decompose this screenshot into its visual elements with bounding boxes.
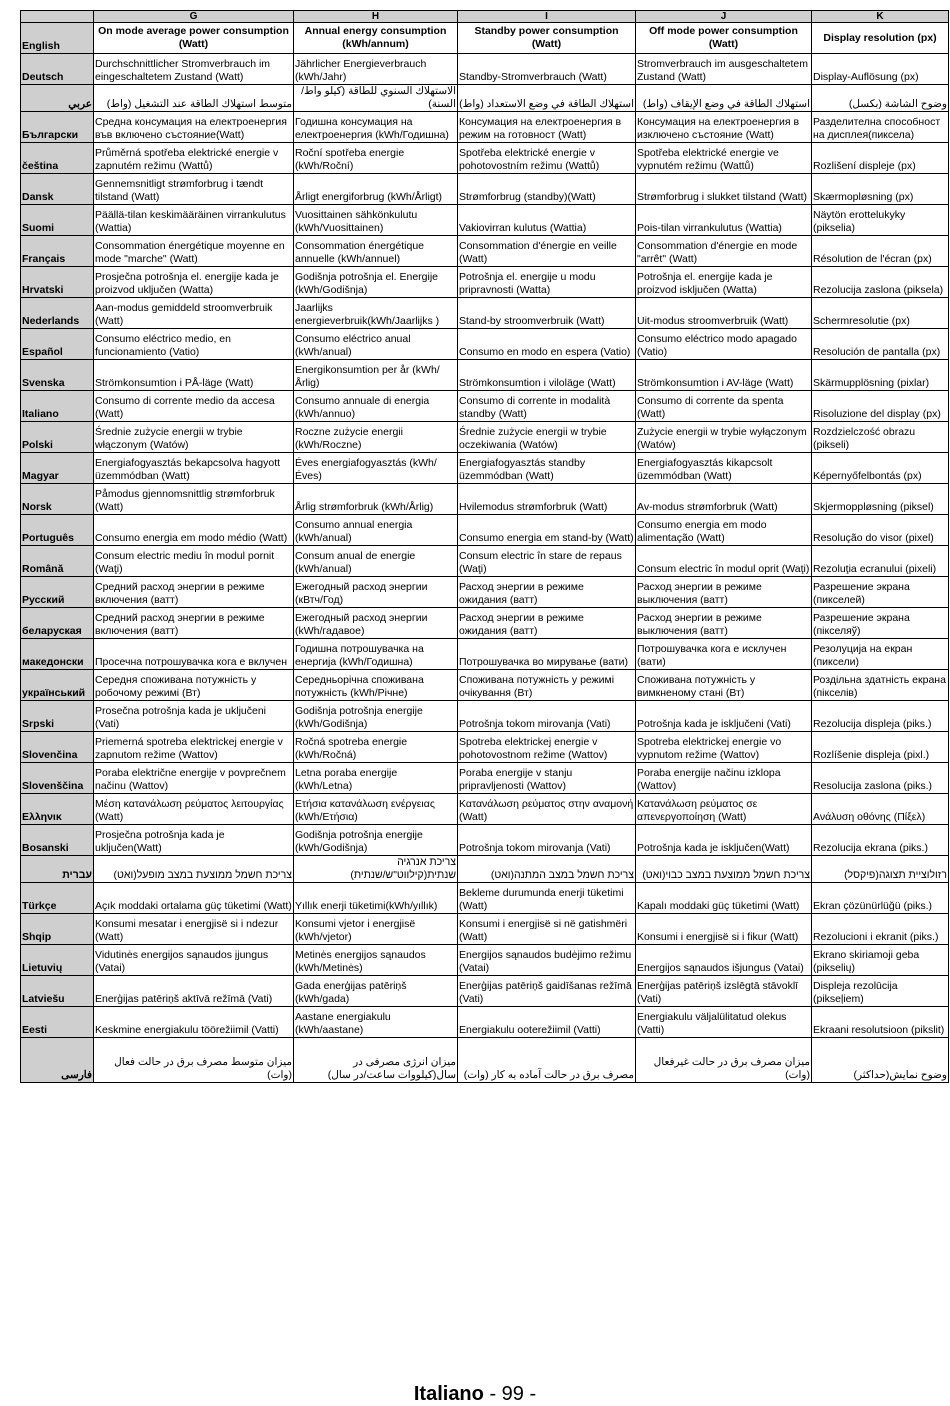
table-cell: Årlig strømforbruk (kWh/Årlig)	[294, 484, 458, 515]
table-cell: Letna poraba energije (kWh/Letna)	[294, 763, 458, 794]
table-cell: Årligt energiforbrug (kWh/Årligt)	[294, 174, 458, 205]
table-row	[21, 422, 949, 453]
table-cell: متوسط استهلاك الطاقة عند التشغيل (واط)	[94, 85, 294, 112]
table-cell: צריכת חשמל ממוצעת במצב מופעל(ואט)	[94, 856, 294, 883]
column-letter-j: J	[636, 11, 812, 23]
table-cell: Éves energiafogyasztás (kWh/Éves)	[294, 453, 458, 484]
table-cell: Rezolucija zaslona (piksela)	[812, 267, 949, 298]
language-cell: Slovenščina	[21, 763, 94, 794]
table-cell: Prosječna potrošnja el. energije kada je proizvod uključen (Watta)	[94, 267, 294, 298]
language-cell: Italiano	[21, 391, 94, 422]
page-footer	[0, 1382, 950, 1406]
page-number: - 99 -	[489, 1383, 537, 1405]
table-row	[21, 484, 949, 515]
table-cell: Skjermoppløsning (piksel)	[812, 484, 949, 515]
table-cell: Roczne zużycie energii (kWh/Roczne)	[294, 422, 458, 453]
table-cell: Spotřeba elektrické energie v pohotovostním režimu (Wattů)	[458, 143, 636, 174]
language-cell: беларуская	[21, 608, 94, 639]
table-row	[21, 577, 949, 608]
table-cell: Расход энергии в режиме ожидания (ватт)	[458, 577, 636, 608]
table-cell: Spotreba elektrickej energie vo vypnutom režime (Wattov)	[636, 732, 812, 763]
table-cell: Stand-by stroomverbruik (Watt)	[458, 298, 636, 329]
table-cell: Jaarlijks energieverbruik(kWh/Jaarlijks )	[294, 298, 458, 329]
table-cell: Pois-tilan virrankulutus (Wattia)	[636, 205, 812, 236]
language-cell: English	[21, 23, 94, 54]
table-cell: Résolution de l'écran (px)	[812, 236, 949, 267]
table-cell: Konsumi vjetor i energjisë (kWh/vjetor)	[294, 914, 458, 945]
header-cell-annual: Annual energy consumption (kWh/annum)	[294, 23, 458, 54]
language-cell: Lietuvių	[21, 945, 94, 976]
table-cell: Потрошувачка кога е исклучен (вати)	[636, 639, 812, 670]
language-cell: Dansk	[21, 174, 94, 205]
table-row	[21, 856, 949, 883]
table-cell: Resolucija zaslona (piks.)	[812, 763, 949, 794]
table-cell: Enerģijas patēriņš aktīvā režīmā (Vati)	[94, 976, 294, 1007]
language-cell: український	[21, 670, 94, 701]
table-cell: Consumo annual energia (kWh/anual)	[294, 515, 458, 546]
table-cell: Strømforbrug i slukket tilstand (Watt)	[636, 174, 812, 205]
table-cell: Ekran çözünürlüğü (piks.)	[812, 883, 949, 914]
table-cell: Consumo di corrente in modalità standby (Watt)	[458, 391, 636, 422]
language-cell: Latviešu	[21, 976, 94, 1007]
table-cell: Consumo eléctrico modo apagado (Vatio)	[636, 329, 812, 360]
table-body	[21, 23, 949, 1083]
language-cell: عربي	[21, 85, 94, 112]
table-row	[21, 976, 949, 1007]
header-cell-standby: Standby power consumption (Watt)	[458, 23, 636, 54]
table-cell: Споживана потужність у режимі очікування (Вт)	[458, 670, 636, 701]
table-cell: وضوح نمایش(حداکثر)	[812, 1038, 949, 1083]
table-cell: Резолуција на екран (пиксели)	[812, 639, 949, 670]
table-row	[21, 639, 949, 670]
table-cell: Godišnja potrošnja el. Energije (kWh/Godišnja)	[294, 267, 458, 298]
table-cell: Consumo eléctrico anual (kWh/anual)	[294, 329, 458, 360]
table-cell: Kapalı moddaki güç tüketimi (Watt)	[636, 883, 812, 914]
table-cell: Spotreba elektrickej energie v pohotovostnom režime (Wattov)	[458, 732, 636, 763]
table-cell: Godišnja potrošnja energije (kWh/Godišnja)	[294, 701, 458, 732]
column-letter-k: K	[812, 11, 949, 23]
table-row	[21, 85, 949, 112]
table-cell: Rozlíšenie displeja (pixl.)	[812, 732, 949, 763]
table-cell: Просечна потрошувачка кога е вклучен	[94, 639, 294, 670]
table-cell: Расход энергии в режиме выключения (ватт)	[636, 577, 812, 608]
table-cell: الاستهلاك السنوي للطاقة (كيلو واط/السنة)	[294, 85, 458, 112]
table-cell: Consum anual de energie (kWh/anual)	[294, 546, 458, 577]
table-cell: Ανάλυση οθόνης (Πίξελ)	[812, 794, 949, 825]
table-cell: Споживана потужність у вимкненому стані (Вт)	[636, 670, 812, 701]
table-row	[21, 267, 949, 298]
table-cell: Μέση κατανάλωση ρεύματος λειτουργίας (Watt)	[94, 794, 294, 825]
table-cell: Konsumi mesatar i energjisë si i ndezur (Watt)	[94, 914, 294, 945]
table-cell: Energiafogyasztás kikapcsolt üzemmódban (Watt)	[636, 453, 812, 484]
footer-language: Italiano	[413, 1383, 484, 1405]
table-cell: Годишна консумация на електроенергия (kWh/Годишна)	[294, 112, 458, 143]
table-cell: Ежегодный расход энергии (кВтч/Год)	[294, 577, 458, 608]
language-cell: Ελληνικ	[21, 794, 94, 825]
table-cell: Средний расход энергии в режиме включения (ватт)	[94, 608, 294, 639]
table-cell: Средна консумация на електроенергия във включено състояние(Watt)	[94, 112, 294, 143]
language-cell: Eesti	[21, 1007, 94, 1038]
language-cell: Hrvatski	[21, 267, 94, 298]
header-row	[21, 23, 949, 54]
header-cell-off-mode: Off mode power consumption (Watt)	[636, 23, 812, 54]
table-cell: Yıllık enerji tüketimi(kWh/yıllık)	[294, 883, 458, 914]
table-cell: Displeja rezolūcija (pikseļiem)	[812, 976, 949, 1007]
table-cell: Durchschnittlicher Stromverbrauch im eingeschaltetem Zustand (Watt)	[94, 54, 294, 85]
table-cell: Средний расход энергии в режиме включения (ватт)	[94, 577, 294, 608]
table-cell: Hvilemodus strømforbruk (Watt)	[458, 484, 636, 515]
table-cell: Rezolucioni i ekranit (piks.)	[812, 914, 949, 945]
table-cell: Průměrná spotřeba elektrické energie v zapnutém režimu (Wattů)	[94, 143, 294, 174]
language-cell: Bosanski	[21, 825, 94, 856]
table-cell: Påmodus gjennomsnittlig strømforbruk (Watt)	[94, 484, 294, 515]
column-letter-g: G	[94, 11, 294, 23]
table-cell: Consommation énergétique moyenne en mode "marche" (Watt)	[94, 236, 294, 267]
table-cell: Консумация на електроенергия в изключено състояние (Watt)	[636, 112, 812, 143]
table-cell: Consumo energia em modo médio (Watt)	[94, 515, 294, 546]
table-cell: Uit-modus stroomverbruik (Watt)	[636, 298, 812, 329]
table-cell: Schermresolutie (px)	[812, 298, 949, 329]
table-cell: Priemerná spotreba elektrickej energie v zapnutom režime (Wattov)	[94, 732, 294, 763]
table-cell: Consum electric în modul oprit (Waţi)	[636, 546, 812, 577]
table-row	[21, 1038, 949, 1083]
table-cell: צריכת חשמל במצב המתנה(ואט)	[458, 856, 636, 883]
table-cell: Energijos sąnaudos budėjimo režimu (Vatai)	[458, 945, 636, 976]
language-cell: Türkçe	[21, 883, 94, 914]
table-cell: Energiakulu ooterežiimil (Vatti)	[458, 1007, 636, 1038]
language-cell: Shqip	[21, 914, 94, 945]
table-cell: Середньорічна споживана потужність (kWh/Річне)	[294, 670, 458, 701]
table-row	[21, 236, 949, 267]
table-cell: Näytön erottelukyky (pikselia)	[812, 205, 949, 236]
table-cell: Κατανάλωση ρεύματος στην αναμονή (Watt)	[458, 794, 636, 825]
table-cell: Açık moddaki ortalama güç tüketimi (Watt)	[94, 883, 294, 914]
table-row	[21, 670, 949, 701]
corner-cell	[21, 11, 94, 23]
table-row	[21, 701, 949, 732]
table-cell: Κατανάλωση ρεύματος σε απενεργοποίηση (Watt)	[636, 794, 812, 825]
language-cell: Polski	[21, 422, 94, 453]
table-cell: Gada enerģijas patēriņš (kWh/gada)	[294, 976, 458, 1007]
table-cell: وضوح الشاشة (بكسل)	[812, 85, 949, 112]
table-cell: Średnie zużycie energii w trybie włączonym (Watów)	[94, 422, 294, 453]
language-cell: Suomi	[21, 205, 94, 236]
table-cell: Rezolucija displeja (piks.)	[812, 701, 949, 732]
column-letter-i: I	[458, 11, 636, 23]
table-cell: Prosječna potrošnja kada je uključen(Watt)	[94, 825, 294, 856]
table-cell: Energiakulu väljalülitatud olekus (Vatti)	[636, 1007, 812, 1038]
language-cell: Nederlands	[21, 298, 94, 329]
language-cell: Srpski	[21, 701, 94, 732]
translation-table	[20, 10, 949, 1083]
table-cell: Skärmupplösning (pixlar)	[812, 360, 949, 391]
table-cell: Разрешение экрана (пикселей)	[812, 577, 949, 608]
table-cell: Ekraani resolutsioon (pikslit)	[812, 1007, 949, 1038]
table-cell: Konsumi i energjisë si i fikur (Watt)	[636, 914, 812, 945]
table-cell: Consumo en modo en espera (Vatio)	[458, 329, 636, 360]
table-row	[21, 945, 949, 976]
table-cell: Średnie zużycie energii w trybie oczekiwania (Watów)	[458, 422, 636, 453]
table-cell: Consumo di corrente da spenta (Watt)	[636, 391, 812, 422]
table-cell: Strömkonsumtion i AV-läge (Watt)	[636, 360, 812, 391]
table-cell: Potrošnja el. energije u modu pripravnosti (Watta)	[458, 267, 636, 298]
table-cell: Consommation énergétique annuelle (kWh/annuel)	[294, 236, 458, 267]
table-cell: Consumo energia em stand-by (Watt)	[458, 515, 636, 546]
table-cell: Resolución de pantalla (px)	[812, 329, 949, 360]
table-cell: Metinės energijos sąnaudos (kWh/Metinės)	[294, 945, 458, 976]
table-cell: Potrošnja tokom mirovanja (Vati)	[458, 825, 636, 856]
table-row	[21, 825, 949, 856]
table-row	[21, 546, 949, 577]
table-cell: Vuosittainen sähkönkulutu (kWh/Vuosittainen)	[294, 205, 458, 236]
table-cell: Rozdzielczość obrazu (pikseli)	[812, 422, 949, 453]
table-row	[21, 174, 949, 205]
table-row	[21, 763, 949, 794]
table-cell: Consumo annuale di energia (kWh/annuo)	[294, 391, 458, 422]
table-cell: Képernyőfelbontás (px)	[812, 453, 949, 484]
table-cell: Consommation d'énergie en veille (Watt)	[458, 236, 636, 267]
table-cell: Potrošnja tokom mirovanja (Vati)	[458, 701, 636, 732]
table-row	[21, 1007, 949, 1038]
table-cell: Расход энергии в режиме выключения (ватт)	[636, 608, 812, 639]
table-cell: רזולוציית תצוגה(פיקסל)	[812, 856, 949, 883]
table-cell: צריכת אנרגיה שנתית(קילווט"ש/שנתית)	[294, 856, 458, 883]
table-row	[21, 205, 949, 236]
table-cell: Consumo eléctrico medio, en funcionamiento (Vatio)	[94, 329, 294, 360]
table-cell: Potrošnja kada je isključeni (Vati)	[636, 701, 812, 732]
table-cell: Consum electric mediu în modul pornit (Waţi)	[94, 546, 294, 577]
table-cell: Konsumi i energjisë si në gatishmëri (Watt)	[458, 914, 636, 945]
table-cell: Skærmopløsning (px)	[812, 174, 949, 205]
table-cell: Stromverbrauch im ausgeschaltetem Zustand (Watt)	[636, 54, 812, 85]
table-cell: Консумация на електроенергия в режим на готовност (Watt)	[458, 112, 636, 143]
table-row	[21, 515, 949, 546]
table-row	[21, 112, 949, 143]
table-row	[21, 298, 949, 329]
table-row	[21, 143, 949, 174]
table-cell: Rezolucija ekrana (piks.)	[812, 825, 949, 856]
table-cell: Разделителна способност на дисплея(пиксела)	[812, 112, 949, 143]
language-cell: Deutsch	[21, 54, 94, 85]
language-cell: Български	[21, 112, 94, 143]
table-row	[21, 453, 949, 484]
table-cell: میزان متوسط مصرف برق در حالت فعال (وات)	[94, 1038, 294, 1083]
table-cell: Ekrano skiriamoji geba (pikselių)	[812, 945, 949, 976]
table-cell: Rezoluţia ecranului (pixeli)	[812, 546, 949, 577]
table-cell: Aan-modus gemiddeld stroomverbruik (Watt)	[94, 298, 294, 329]
table-cell: استهلاك الطاقة في وضع الاستعداد (واط)	[458, 85, 636, 112]
table-cell: Godišnja potrošnja energije (kWh/Godišnja)	[294, 825, 458, 856]
language-cell: فارسی	[21, 1038, 94, 1083]
table-cell: Energijos sąnaudos išjungus (Vatai)	[636, 945, 812, 976]
table-cell: Poraba energije načinu izklopa (Wattov)	[636, 763, 812, 794]
table-cell: Strømforbrug (standby)(Watt)	[458, 174, 636, 205]
table-row	[21, 794, 949, 825]
column-letter-h: H	[294, 11, 458, 23]
table-cell: Bekleme durumunda enerji tüketimi (Watt)	[458, 883, 636, 914]
table-cell: Разрешение экрана (пікселяў)	[812, 608, 949, 639]
table-cell: Consumo di corrente medio da accesa (Watt)	[94, 391, 294, 422]
table-cell: Prosečna potrošnja kada je uključeni (Vati)	[94, 701, 294, 732]
language-cell: Français	[21, 236, 94, 267]
language-cell: Русский	[21, 577, 94, 608]
table-cell: Enerģijas patēriņš gaidīšanas režīmā (Vati)	[458, 976, 636, 1007]
table-cell: Ročná spotreba energie (kWh/Ročná)	[294, 732, 458, 763]
language-cell: čeština	[21, 143, 94, 174]
table-cell: Consumo energia em modo alimentação (Watt)	[636, 515, 812, 546]
table-cell: Strömkonsumtion i PÅ-läge (Watt)	[94, 360, 294, 391]
language-cell: Română	[21, 546, 94, 577]
table-row	[21, 883, 949, 914]
header-cell-on-mode: On mode average power consumption (Watt)	[94, 23, 294, 54]
table-cell: Standby-Stromverbrauch (Watt)	[458, 54, 636, 85]
table-row	[21, 54, 949, 85]
table-cell: Av-modus strømforbruk (Watt)	[636, 484, 812, 515]
table-cell: Ежегодный расход энергии (kWh/гадавое)	[294, 608, 458, 639]
table-cell: Poraba električne energije v povprečnem načinu (Wattov)	[94, 763, 294, 794]
table-cell: مصرف برق در حالت آماده به کار (وات)	[458, 1038, 636, 1083]
table-cell: Consommation d'énergie en mode "arrêt" (Watt)	[636, 236, 812, 267]
table-cell: Годишна потрошувачка на енергија (kWh/Годишна)	[294, 639, 458, 670]
language-cell: Magyar	[21, 453, 94, 484]
language-cell: Norsk	[21, 484, 94, 515]
table-cell: Середня споживана потужність у робочому режимі (Вт)	[94, 670, 294, 701]
language-cell: Português	[21, 515, 94, 546]
table-cell: Energiafogyasztás bekapcsolva hagyott üzemmódban (Watt)	[94, 453, 294, 484]
table-cell: میزان انرژی مصرفی در سال(کیلووات ساعت/در سال)	[294, 1038, 458, 1083]
table-cell: Aastane energiakulu (kWh/aastane)	[294, 1007, 458, 1038]
table-cell: Energikonsumtion per år (kWh/Årlig)	[294, 360, 458, 391]
language-cell: עברית	[21, 856, 94, 883]
table-row	[21, 329, 949, 360]
table-cell: Jährlicher Energieverbrauch (kWh/Jahr)	[294, 54, 458, 85]
table-row	[21, 360, 949, 391]
table-cell: Ετήσια κατανάλωση ενέργειας (kWh/Ετήσια)	[294, 794, 458, 825]
table-row	[21, 732, 949, 763]
table-cell: Spotřeba elektrické energie ve vypnutém režimu (Wattů)	[636, 143, 812, 174]
table-cell: Enerģijas patēriņš izslēgtā stāvoklī (Vati)	[636, 976, 812, 1007]
table-cell: Keskmine energiakulu töörežiimil (Vatti)	[94, 1007, 294, 1038]
language-cell: Svenska	[21, 360, 94, 391]
table-cell: Потрошувачка во мирување (вати)	[458, 639, 636, 670]
table-cell: Potrošnja kada je isključen(Watt)	[636, 825, 812, 856]
table-cell: استهلاك الطاقة في وضع الإيقاف (واط)	[636, 85, 812, 112]
table-cell: Strömkonsumtion i viloläge (Watt)	[458, 360, 636, 391]
table-cell: Display-Auflösung (px)	[812, 54, 949, 85]
table-cell: Zużycie energii w trybie wyłączonym (Watów)	[636, 422, 812, 453]
table-cell: Potrošnja el. energije kada je proizvod isključen (Watta)	[636, 267, 812, 298]
language-cell: Slovenčina	[21, 732, 94, 763]
table-row	[21, 914, 949, 945]
table-cell: Vakiovirran kulutus (Wattia)	[458, 205, 636, 236]
table-cell: צריכת חשמל ממוצעת במצב כבוי(ואט)	[636, 856, 812, 883]
header-cell-resolution: Display resolution (px)	[812, 23, 949, 54]
table-cell: Risoluzione del display (px)	[812, 391, 949, 422]
table-cell: Poraba energije v stanju pripravljenosti (Wattov)	[458, 763, 636, 794]
table-cell: Роздільна здатність екрана (пікселів)	[812, 670, 949, 701]
table-cell: Energiafogyasztás standby üzemmódban (Watt)	[458, 453, 636, 484]
language-cell: македонски	[21, 639, 94, 670]
table-cell: Расход энергии в режиме ожидания (ватт)	[458, 608, 636, 639]
table-cell: Päällä-tilan keskimääräinen virrankulutus (Wattia)	[94, 205, 294, 236]
table-cell: Vidutinės energijos sąnaudos įjungus (Vatai)	[94, 945, 294, 976]
table-cell: Consum electric în stare de repaus (Waţi)	[458, 546, 636, 577]
table-cell: میزان مصرف برق در حالت غیرفعال (وات)	[636, 1038, 812, 1083]
table-cell: Gennemsnitligt strømforbrug i tændt tilstand (Watt)	[94, 174, 294, 205]
table-cell: Resolução do visor (pixel)	[812, 515, 949, 546]
table-cell: Roční spotřeba energie (kWh/Roční)	[294, 143, 458, 174]
table-row	[21, 391, 949, 422]
table-row	[21, 608, 949, 639]
table-cell: Rozlišení displeje (px)	[812, 143, 949, 174]
language-cell: Español	[21, 329, 94, 360]
